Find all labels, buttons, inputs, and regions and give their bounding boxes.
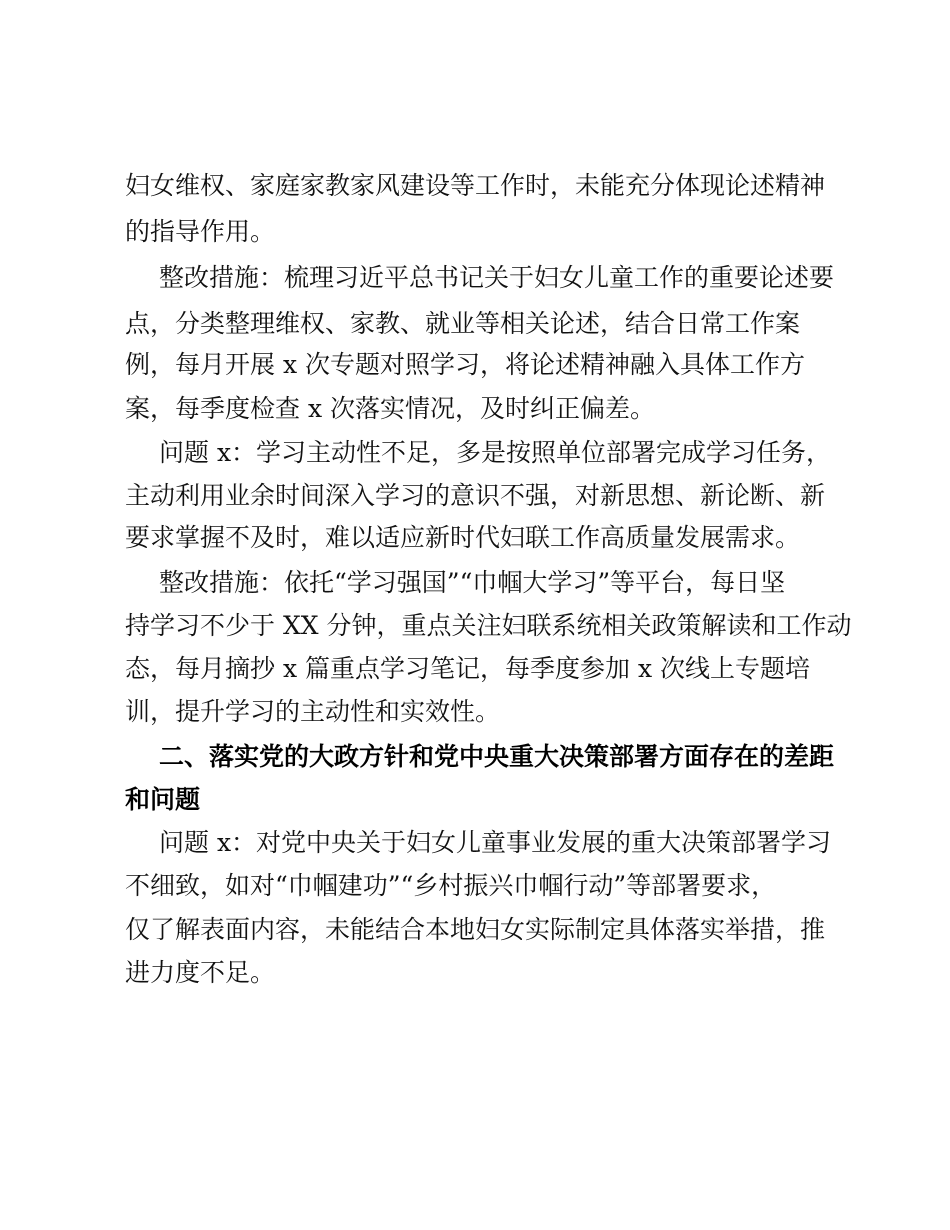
problem-line: 仅了解表面内容，未能结合本地妇女实际制定具体落实举措，推 (125, 915, 826, 944)
problem-line: 要求掌握不及时，难以适应新时代妇联工作高质量发展需求。 (125, 523, 801, 552)
problem-line: 问题 x：学习主动性不足，多是按照单位部署完成学习任务， (159, 438, 832, 467)
problem-line: 主动利用业余时间深入学习的意识不强，对新思想、新论断、新 (125, 481, 826, 510)
problem-line: 问题 x：对党中央关于妇女儿童事业发展的重大决策部署学习 (159, 828, 832, 857)
measure-line: 点，分类整理维权、家教、就业等相关论述，结合日常工作案 (125, 309, 801, 338)
measure-line: 例，每月开展 x 次专题对照学习，将论述精神融入具体工作方 (125, 350, 805, 379)
paragraph-line: 的指导作用。 (125, 217, 276, 246)
problem-line: 进力度不足。 (125, 958, 276, 987)
measure-line: 案，每季度检查 x 次落实情况，及时纠正偏差。 (125, 394, 655, 423)
problem-line: 不细致，如对“巾帼建功”“乡村振兴巾帼行动”等部署要求， (125, 871, 777, 900)
measure-line: 整改措施：梳理习近平总书记关于妇女儿童工作的重要论述要 (159, 263, 835, 292)
paragraph-line: 妇女维权、家庭家教家风建设等工作时，未能充分体现论述精神 (125, 171, 826, 200)
section-heading: 和问题 (125, 785, 201, 814)
section-heading: 二、落实党的大政方针和党中央重大决策部署方面存在的差距 (159, 742, 835, 771)
measure-line: 持学习不少于 XX 分钟，重点关注妇联系统相关政策解读和工作动 (125, 611, 852, 640)
measure-line: 整改措施：依托“学习强国”“巾帼大学习”等平台，每日坚 (159, 568, 786, 597)
measure-line: 训，提升学习的主动性和实效性。 (125, 697, 501, 726)
measure-line: 态，每月摘抄 x 篇重点学习笔记，每季度参加 x 次线上专题培 (125, 654, 810, 683)
